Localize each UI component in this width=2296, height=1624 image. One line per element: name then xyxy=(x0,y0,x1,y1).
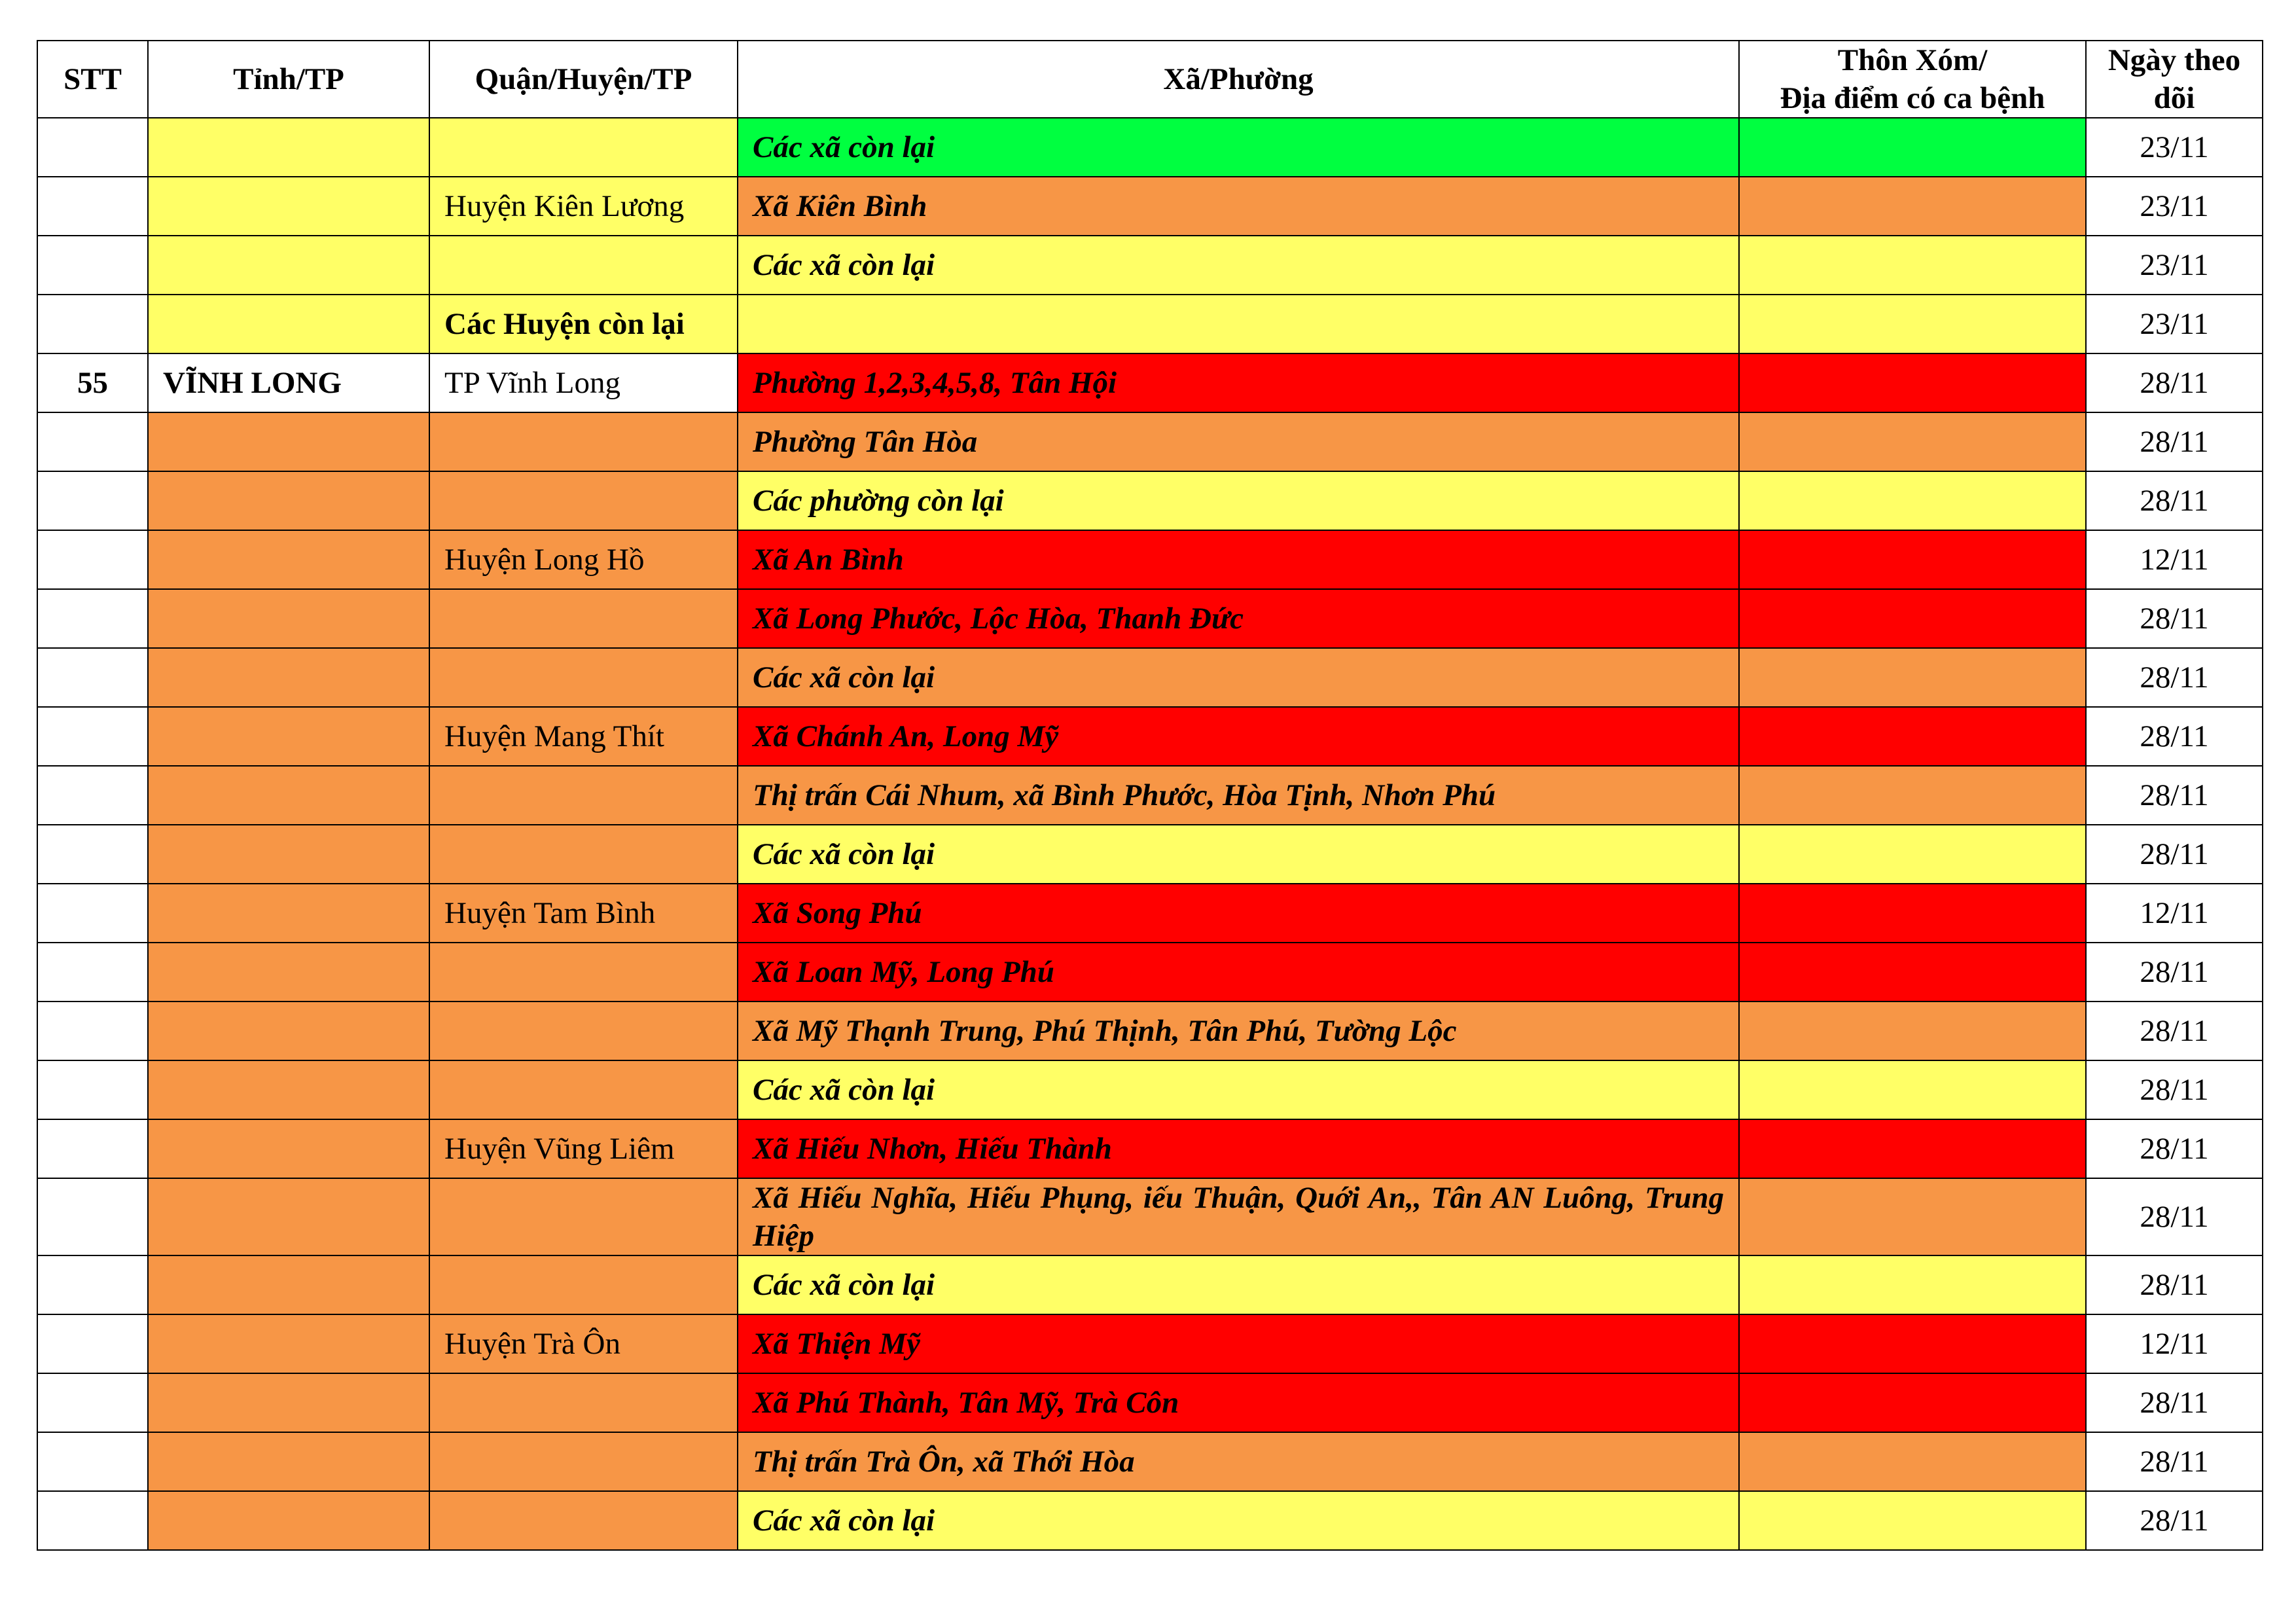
cell-thon xyxy=(1739,648,2086,707)
table-row xyxy=(37,884,2263,943)
cell-tinh xyxy=(148,943,429,1001)
cell-tinh xyxy=(148,236,429,295)
cell-thon xyxy=(1739,1255,2086,1314)
cell-thon xyxy=(1739,1491,2086,1550)
cell-tinh xyxy=(148,648,429,707)
cell-ngay: 23/11 xyxy=(2086,295,2263,353)
cell-tinh xyxy=(148,589,429,648)
cell-stt xyxy=(37,1432,148,1491)
cell-tinh xyxy=(148,118,429,177)
header-ngay: Ngày theo dõi xyxy=(2086,41,2263,118)
cell-thon xyxy=(1739,589,2086,648)
cell-thon xyxy=(1739,236,2086,295)
cell-thon xyxy=(1739,1001,2086,1060)
cell-tinh xyxy=(148,471,429,530)
cell-quan xyxy=(429,648,738,707)
cell-ngay: 28/11 xyxy=(2086,1255,2263,1314)
cell-tinh xyxy=(148,1060,429,1119)
cell-stt xyxy=(37,766,148,825)
cell-xa: Các phường còn lại xyxy=(738,471,1739,530)
table-row xyxy=(37,177,2263,236)
cell-ngay: 28/11 xyxy=(2086,589,2263,648)
cell-quan xyxy=(429,1432,738,1491)
table-header xyxy=(37,41,2263,118)
table-row xyxy=(37,1001,2263,1060)
header-stt: STT xyxy=(37,41,148,118)
cell-thon xyxy=(1739,1314,2086,1373)
table-row xyxy=(37,530,2263,589)
cell-thon xyxy=(1739,1060,2086,1119)
cell-quan: Huyện Kiên Lương xyxy=(429,177,738,236)
table-row xyxy=(37,412,2263,471)
header-quan: Quận/Huyện/TP xyxy=(429,41,738,118)
cell-stt xyxy=(37,412,148,471)
cell-stt xyxy=(37,236,148,295)
cell-thon xyxy=(1739,177,2086,236)
cell-quan: Huyện Trà Ôn xyxy=(429,1314,738,1373)
cell-ngay: 23/11 xyxy=(2086,177,2263,236)
cell-tinh xyxy=(148,884,429,943)
cell-stt xyxy=(37,707,148,766)
cell-stt xyxy=(37,530,148,589)
cell-ngay: 28/11 xyxy=(2086,1178,2263,1255)
cell-xa: Thị trấn Cái Nhum, xã Bình Phước, Hòa Tịnh, Nhơn Phú xyxy=(738,766,1739,825)
cell-thon xyxy=(1739,353,2086,412)
cell-stt xyxy=(37,825,148,884)
cell-ngay: 12/11 xyxy=(2086,1314,2263,1373)
table-row xyxy=(37,1373,2263,1432)
cell-thon xyxy=(1739,766,2086,825)
table-row xyxy=(37,1178,2263,1255)
cell-tinh xyxy=(148,1001,429,1060)
cell-thon xyxy=(1739,412,2086,471)
cell-stt xyxy=(37,295,148,353)
cell-quan xyxy=(429,589,738,648)
cell-xa: Các xã còn lại xyxy=(738,118,1739,177)
cell-ngay: 28/11 xyxy=(2086,1491,2263,1550)
header-xa: Xã/Phường xyxy=(738,41,1739,118)
cell-quan xyxy=(429,118,738,177)
cell-ngay: 28/11 xyxy=(2086,353,2263,412)
header-row xyxy=(37,41,2263,118)
cell-ngay: 28/11 xyxy=(2086,1060,2263,1119)
table-row xyxy=(37,118,2263,177)
cell-xa: Các xã còn lại xyxy=(738,825,1739,884)
cell-ngay: 28/11 xyxy=(2086,825,2263,884)
cell-xa: Xã Hiếu Nhơn, Hiếu Thành xyxy=(738,1119,1739,1178)
cell-tinh xyxy=(148,412,429,471)
cell-stt xyxy=(37,1491,148,1550)
cell-ngay: 28/11 xyxy=(2086,943,2263,1001)
cell-xa: Xã Thiện Mỹ xyxy=(738,1314,1739,1373)
cell-xa: Các xã còn lại xyxy=(738,236,1739,295)
cell-xa: Xã Song Phú xyxy=(738,884,1739,943)
cell-tinh xyxy=(148,1119,429,1178)
table-row xyxy=(37,1314,2263,1373)
table-row xyxy=(37,1255,2263,1314)
cell-stt xyxy=(37,1060,148,1119)
cell-stt xyxy=(37,118,148,177)
cell-xa: Xã Loan Mỹ, Long Phú xyxy=(738,943,1739,1001)
cell-quan xyxy=(429,1373,738,1432)
cell-xa: Xã Phú Thành, Tân Mỹ, Trà Côn xyxy=(738,1373,1739,1432)
cell-xa xyxy=(738,295,1739,353)
cell-xa: Phường 1,2,3,4,5,8, Tân Hội xyxy=(738,353,1739,412)
cell-thon xyxy=(1739,943,2086,1001)
cell-xa: Xã Hiếu Nghĩa, Hiếu Phụng, iếu Thuận, Quới An,, Tân AN Luông, Trung Hiệp xyxy=(738,1178,1739,1255)
table-row xyxy=(37,766,2263,825)
cell-tinh xyxy=(148,295,429,353)
cell-quan xyxy=(429,1491,738,1550)
cell-thon xyxy=(1739,884,2086,943)
cell-thon xyxy=(1739,1432,2086,1491)
cell-thon xyxy=(1739,118,2086,177)
cell-stt xyxy=(37,648,148,707)
table-row xyxy=(37,825,2263,884)
cell-stt xyxy=(37,943,148,1001)
cell-stt: 55 xyxy=(37,353,148,412)
cell-tinh xyxy=(148,1373,429,1432)
cell-ngay: 28/11 xyxy=(2086,648,2263,707)
table-row xyxy=(37,1060,2263,1119)
cell-tinh xyxy=(148,1432,429,1491)
cell-quan: Huyện Tam Bình xyxy=(429,884,738,943)
cell-quan xyxy=(429,471,738,530)
cell-tinh xyxy=(148,707,429,766)
cell-ngay: 28/11 xyxy=(2086,707,2263,766)
cell-tinh xyxy=(148,1178,429,1255)
cell-thon xyxy=(1739,1119,2086,1178)
table-body xyxy=(37,118,2263,1550)
cell-quan: Các Huyện còn lại xyxy=(429,295,738,353)
cell-thon xyxy=(1739,530,2086,589)
cell-xa: Xã Mỹ Thạnh Trung, Phú Thịnh, Tân Phú, Tường Lộc xyxy=(738,1001,1739,1060)
cell-xa: Phường Tân Hòa xyxy=(738,412,1739,471)
cell-tinh xyxy=(148,766,429,825)
cell-ngay: 28/11 xyxy=(2086,412,2263,471)
cell-thon xyxy=(1739,1178,2086,1255)
cell-quan: Huyện Mang Thít xyxy=(429,707,738,766)
cell-thon xyxy=(1739,471,2086,530)
cell-quan xyxy=(429,825,738,884)
cell-stt xyxy=(37,471,148,530)
cell-tinh xyxy=(148,1255,429,1314)
cell-quan: TP Vĩnh Long xyxy=(429,353,738,412)
cell-ngay: 23/11 xyxy=(2086,118,2263,177)
cell-tinh xyxy=(148,1314,429,1373)
cell-stt xyxy=(37,1001,148,1060)
cell-stt xyxy=(37,1314,148,1373)
cell-stt xyxy=(37,1255,148,1314)
cell-ngay: 12/11 xyxy=(2086,530,2263,589)
cell-xa: Các xã còn lại xyxy=(738,1255,1739,1314)
cell-tinh xyxy=(148,177,429,236)
table-row xyxy=(37,589,2263,648)
cell-thon xyxy=(1739,707,2086,766)
cell-ngay: 23/11 xyxy=(2086,236,2263,295)
cell-stt xyxy=(37,1178,148,1255)
cell-xa: Xã Kiên Bình xyxy=(738,177,1739,236)
cell-xa: Xã An Bình xyxy=(738,530,1739,589)
table-row xyxy=(37,1432,2263,1491)
cell-ngay: 28/11 xyxy=(2086,1432,2263,1491)
table-row xyxy=(37,295,2263,353)
header-tinh: Tỉnh/TP xyxy=(148,41,429,118)
cell-ngay: 28/11 xyxy=(2086,1001,2263,1060)
cell-xa: Các xã còn lại xyxy=(738,1491,1739,1550)
table-row xyxy=(37,353,2263,412)
cell-tinh xyxy=(148,530,429,589)
cell-thon xyxy=(1739,825,2086,884)
cell-xa: Các xã còn lại xyxy=(738,648,1739,707)
cell-ngay: 28/11 xyxy=(2086,1373,2263,1432)
cell-tinh xyxy=(148,825,429,884)
cell-tinh xyxy=(148,1491,429,1550)
table-row xyxy=(37,707,2263,766)
header-thon: Thôn Xóm/ Địa điểm có ca bệnh xyxy=(1739,41,2086,118)
cell-tinh: VĨNH LONG xyxy=(148,353,429,412)
table-row xyxy=(37,648,2263,707)
cell-xa: Xã Chánh An, Long Mỹ xyxy=(738,707,1739,766)
cell-stt xyxy=(37,589,148,648)
cell-stt xyxy=(37,1119,148,1178)
cell-quan xyxy=(429,1001,738,1060)
cell-stt xyxy=(37,177,148,236)
cell-quan: Huyện Vũng Liêm xyxy=(429,1119,738,1178)
table-row xyxy=(37,236,2263,295)
cell-ngay: 28/11 xyxy=(2086,766,2263,825)
table-row xyxy=(37,471,2263,530)
cell-ngay: 12/11 xyxy=(2086,884,2263,943)
cell-ngay: 28/11 xyxy=(2086,1119,2263,1178)
cell-quan xyxy=(429,1255,738,1314)
cell-quan xyxy=(429,943,738,1001)
table-row xyxy=(37,1119,2263,1178)
covid-risk-table-page xyxy=(37,40,2262,1551)
cell-thon xyxy=(1739,1373,2086,1432)
cell-quan xyxy=(429,412,738,471)
cell-xa: Thị trấn Trà Ôn, xã Thới Hòa xyxy=(738,1432,1739,1491)
cell-quan xyxy=(429,766,738,825)
cell-quan xyxy=(429,1060,738,1119)
cell-stt xyxy=(37,1373,148,1432)
cell-xa: Các xã còn lại xyxy=(738,1060,1739,1119)
cell-ngay: 28/11 xyxy=(2086,471,2263,530)
cell-quan: Huyện Long Hồ xyxy=(429,530,738,589)
covid-risk-table xyxy=(37,40,2263,1551)
table-row xyxy=(37,943,2263,1001)
cell-thon xyxy=(1739,295,2086,353)
table-row xyxy=(37,1491,2263,1550)
cell-quan xyxy=(429,236,738,295)
cell-xa: Xã Long Phước, Lộc Hòa, Thanh Đức xyxy=(738,589,1739,648)
cell-stt xyxy=(37,884,148,943)
cell-quan xyxy=(429,1178,738,1255)
